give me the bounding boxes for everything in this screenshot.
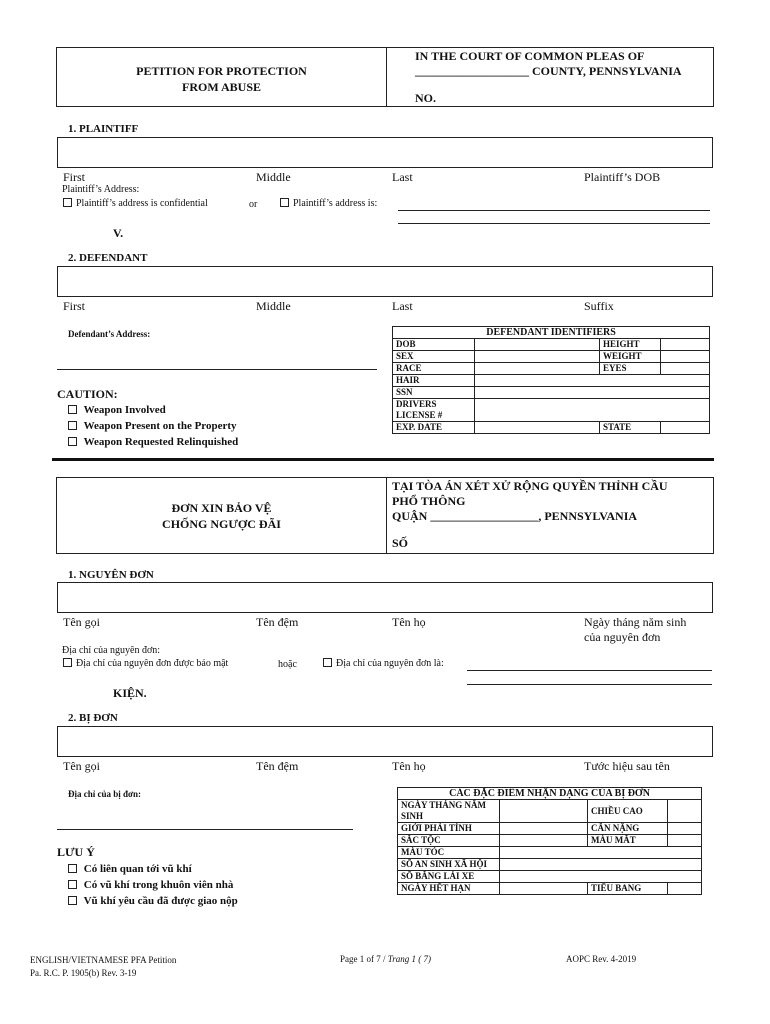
vi-title-line2: CHỐNG NGƯỢC ĐÃI (162, 517, 281, 531)
vi-defendant-suffix-label: Tước hiệu sau tên (584, 759, 670, 773)
vi-caution-item-2[interactable] (68, 877, 238, 893)
vi-id-state: TIỂU BANG (588, 883, 668, 895)
vi-caution-item-1[interactable] (68, 861, 238, 877)
vi-petition-title (57, 500, 386, 532)
en-title-box (56, 47, 387, 107)
vi-plaintiff-first-label: Tên gọi (63, 615, 100, 629)
en-id-dob-value[interactable] (475, 339, 600, 351)
vi-plaintiff-name-input[interactable] (57, 582, 713, 613)
vi-plaintiff-middle-label: Tên đệm (256, 615, 299, 629)
vi-court-text (392, 479, 668, 551)
vi-address-is-checkbox[interactable] (323, 658, 332, 667)
footer-form-id (30, 954, 176, 980)
en-plaintiff-middle-label: Middle (256, 170, 291, 184)
vi-caution-list (68, 861, 238, 909)
vi-weapon-involved-checkbox[interactable] (68, 864, 77, 873)
vi-weapon-present-checkbox[interactable] (68, 880, 77, 889)
vi-title-line1: ĐƠN XIN BẢO VỆ (171, 501, 272, 515)
en-weapon-relinquished-checkbox[interactable] (68, 437, 77, 446)
en-caution-heading: CAUTION: (57, 387, 118, 401)
en-court-no: NO. (415, 91, 436, 105)
vi-weapon-involved-text: Có liên quan tới vũ khí (83, 863, 192, 875)
en-defendant-last-label: Last (392, 299, 413, 313)
en-caution-item-2[interactable] (68, 418, 238, 434)
vi-caution-item-3[interactable] (68, 893, 238, 909)
en-address-is-text: Plaintiff’s address is: (293, 198, 378, 209)
vi-weapon-relinquished-checkbox[interactable] (68, 896, 77, 905)
en-id-exp-value[interactable] (475, 422, 600, 434)
en-weapon-involved-checkbox[interactable] (68, 405, 77, 414)
en-id-race-value[interactable] (475, 363, 600, 375)
en-defendant-first-label: First (63, 299, 86, 313)
vi-id-license-value[interactable] (500, 871, 702, 883)
vi-id-license: SỐ BẰNG LÁI XE (398, 871, 500, 883)
en-address-is-checkbox[interactable] (280, 198, 289, 207)
vi-plaintiff-last-label: Tên họ (392, 615, 426, 629)
en-id-state-value[interactable] (661, 422, 710, 434)
en-caution-item-1[interactable] (68, 402, 238, 418)
en-address-confidential-option[interactable] (63, 198, 208, 209)
en-defendant-identifiers-table (392, 326, 710, 434)
en-court-line1: IN THE COURT OF COMMON PLEAS OF (415, 49, 645, 63)
footer-left-line1: ENGLISH/VIETNAMESE PFA Petition (30, 955, 177, 965)
en-id-height: HEIGHT (600, 339, 661, 351)
en-weapon-relinquished-text: Weapon Requested Relinquished (83, 436, 239, 448)
vi-weapon-relinquished-text: Vũ khí yêu cầu đã được giao nộp (83, 895, 238, 907)
vi-confidential-checkbox[interactable] (63, 658, 72, 667)
vi-defendant-address-line[interactable] (57, 829, 353, 830)
vi-defendant-identifiers-table (397, 787, 702, 895)
vi-court-box (386, 477, 714, 554)
vi-address-line-2[interactable] (467, 684, 712, 685)
vi-id-eyes: MÀU MẮT (588, 835, 668, 847)
en-address-is-option[interactable] (280, 198, 377, 209)
vi-defendant-last-label: Tên họ (392, 759, 426, 773)
en-defendant-heading: 2. DEFENDANT (68, 252, 148, 264)
en-weapon-present-text: Weapon Present on the Property (83, 420, 237, 432)
en-versus: V. (113, 226, 124, 240)
vi-id-eyes-value[interactable] (668, 835, 702, 847)
footer-page-en: Page 1 of 7 / (340, 954, 388, 964)
en-confidential-text: Plaintiff’s address is confidential (76, 198, 208, 209)
en-title-line1: PETITION FOR PROTECTION (136, 64, 307, 78)
en-defendant-name-input[interactable] (57, 266, 713, 297)
en-weapon-present-checkbox[interactable] (68, 421, 77, 430)
vi-court-line2: PHỔ THÔNG (392, 494, 466, 508)
en-confidential-checkbox[interactable] (63, 198, 72, 207)
vi-id-sex: GIỚI PHÁI TÍNH (398, 823, 500, 835)
en-caution-list (68, 402, 238, 450)
en-defendant-suffix-label: Suffix (584, 299, 614, 313)
en-caution-item-3[interactable] (68, 434, 238, 450)
en-id-state: STATE (600, 422, 661, 434)
vi-id-weight-value[interactable] (668, 823, 702, 835)
vi-caution-heading: LƯU Ý (57, 845, 95, 859)
en-plaintiff-first-label: First (63, 170, 86, 184)
vi-defendant-heading: 2. BỊ ĐƠN (68, 712, 118, 724)
vi-id-height: CHIỀU CAO (588, 800, 668, 823)
en-defendant-address-label: Defendant’s Address: (68, 329, 151, 339)
vi-versus: KIỆN. (113, 686, 147, 700)
vi-or-text: hoặc (278, 659, 297, 670)
en-defendant-address-line[interactable] (57, 369, 377, 370)
en-id-sex: SEX (393, 351, 475, 363)
en-plaintiff-name-input[interactable] (57, 137, 713, 168)
en-id-height-value[interactable] (661, 339, 710, 351)
vi-id-race-value[interactable] (500, 835, 588, 847)
vi-address-is-option[interactable] (323, 658, 444, 669)
en-court-text (415, 49, 682, 106)
en-plaintiff-dob-label: Plaintiff’s DOB (584, 170, 661, 184)
vi-id-height-value[interactable] (668, 800, 702, 823)
vi-plaintiff-address-label: Địa chỉ của nguyên đơn: (62, 645, 161, 656)
vi-id-hair-value[interactable] (500, 847, 702, 859)
en-petition-title (57, 63, 386, 95)
en-court-line2: ___________________ COUNTY, PENNSYLVANIA (415, 64, 682, 78)
vi-dob-line2: của nguyên đơn (584, 630, 661, 644)
vi-id-dob-value[interactable] (500, 800, 588, 823)
en-court-box (386, 47, 714, 107)
en-id-hair: HAIR (393, 375, 475, 387)
vi-court-no: SỐ (392, 536, 409, 550)
vi-identifiers-title: CÁC ĐẶC ĐIỂM NHẬN DẠNG CỦA BỊ ĐƠN (398, 788, 702, 800)
vi-defendant-middle-label: Tên đệm (256, 759, 299, 773)
vi-dob-line1: Ngày tháng năm sinh (584, 615, 687, 629)
vi-address-is-text: Địa chỉ của nguyên đơn là: (336, 658, 444, 669)
en-id-sex-value[interactable] (475, 351, 600, 363)
vi-defendant-first-label: Tên gọi (63, 759, 100, 773)
en-plaintiff-last-label: Last (392, 170, 413, 184)
footer-page-vi: Trang 1 ( 7) (387, 954, 432, 964)
footer-page-number (340, 954, 431, 964)
en-id-ssn: SSN (393, 387, 475, 399)
vi-court-line1: TẠI TÒA ÁN XÉT XỬ RỘNG QUYỀN THỈNH CẦU (392, 479, 668, 493)
vi-id-exp-value[interactable] (500, 883, 588, 895)
en-id-exp: EXP. DATE (393, 422, 475, 434)
vi-defendant-name-input[interactable] (57, 726, 713, 757)
en-address-line-1[interactable] (398, 210, 710, 211)
en-or-text: or (249, 199, 258, 210)
en-id-eyes-value[interactable] (661, 363, 710, 375)
en-id-weight-value[interactable] (661, 351, 710, 363)
vi-id-ssn-value[interactable] (500, 859, 702, 871)
en-title-line2: FROM ABUSE (181, 80, 261, 94)
en-id-weight: WEIGHT (600, 351, 661, 363)
vi-id-race: SẮC TỘC (398, 835, 500, 847)
footer-revision: AOPC Rev. 4-2019 (566, 954, 637, 964)
en-id-hair-value[interactable] (475, 375, 710, 387)
vi-weapon-present-text: Có vũ khí trong khuôn viên nhà (83, 879, 234, 891)
vi-plaintiff-heading: 1. NGUYÊN ĐƠN (68, 569, 154, 581)
vi-confidential-text: Địa chỉ của nguyên đơn được bảo mật (76, 658, 229, 669)
vi-id-dob: NGÀY THÁNG NĂM SINH (398, 800, 500, 823)
en-plaintiff-heading: 1. PLAINTIFF (68, 123, 139, 135)
vi-id-state-value[interactable] (668, 883, 702, 895)
vi-address-confidential-option[interactable] (63, 658, 228, 669)
en-id-license-value[interactable] (475, 399, 710, 422)
en-id-ssn-value[interactable] (475, 387, 710, 399)
vi-plaintiff-dob-label (584, 615, 686, 645)
vi-court-line3: QUẬN __________________, PENNSYLVANIA (392, 509, 638, 523)
vi-address-line-1[interactable] (467, 670, 712, 671)
en-id-eyes: EYES (600, 363, 661, 375)
footer-left-line2: Pa. R.C. P. 1905(b) Rev. 3-19 (30, 968, 137, 978)
vi-id-exp: NGÀY HẾT HẠN (398, 883, 500, 895)
en-identifiers-title: DEFENDANT IDENTIFIERS (393, 327, 710, 339)
en-id-race: RACE (393, 363, 475, 375)
vi-id-weight: CÂN NẶNG (588, 823, 668, 835)
en-id-dob: DOB (393, 339, 475, 351)
en-plaintiff-address-label: Plaintiff’s Address: (62, 184, 140, 195)
vi-id-ssn: SỐ AN SINH XÃ HỘI (398, 859, 500, 871)
vi-id-sex-value[interactable] (500, 823, 588, 835)
vi-defendant-address-label: Địa chỉ của bị đơn: (68, 789, 141, 799)
en-address-line-2[interactable] (398, 223, 710, 224)
en-id-license: DRIVERS LICENSE # (393, 399, 475, 422)
en-defendant-middle-label: Middle (256, 299, 291, 313)
vi-title-box (56, 477, 387, 554)
en-weapon-involved-text: Weapon Involved (83, 404, 166, 416)
section-separator (52, 458, 714, 461)
vi-id-hair: MÀU TÓC (398, 847, 500, 859)
